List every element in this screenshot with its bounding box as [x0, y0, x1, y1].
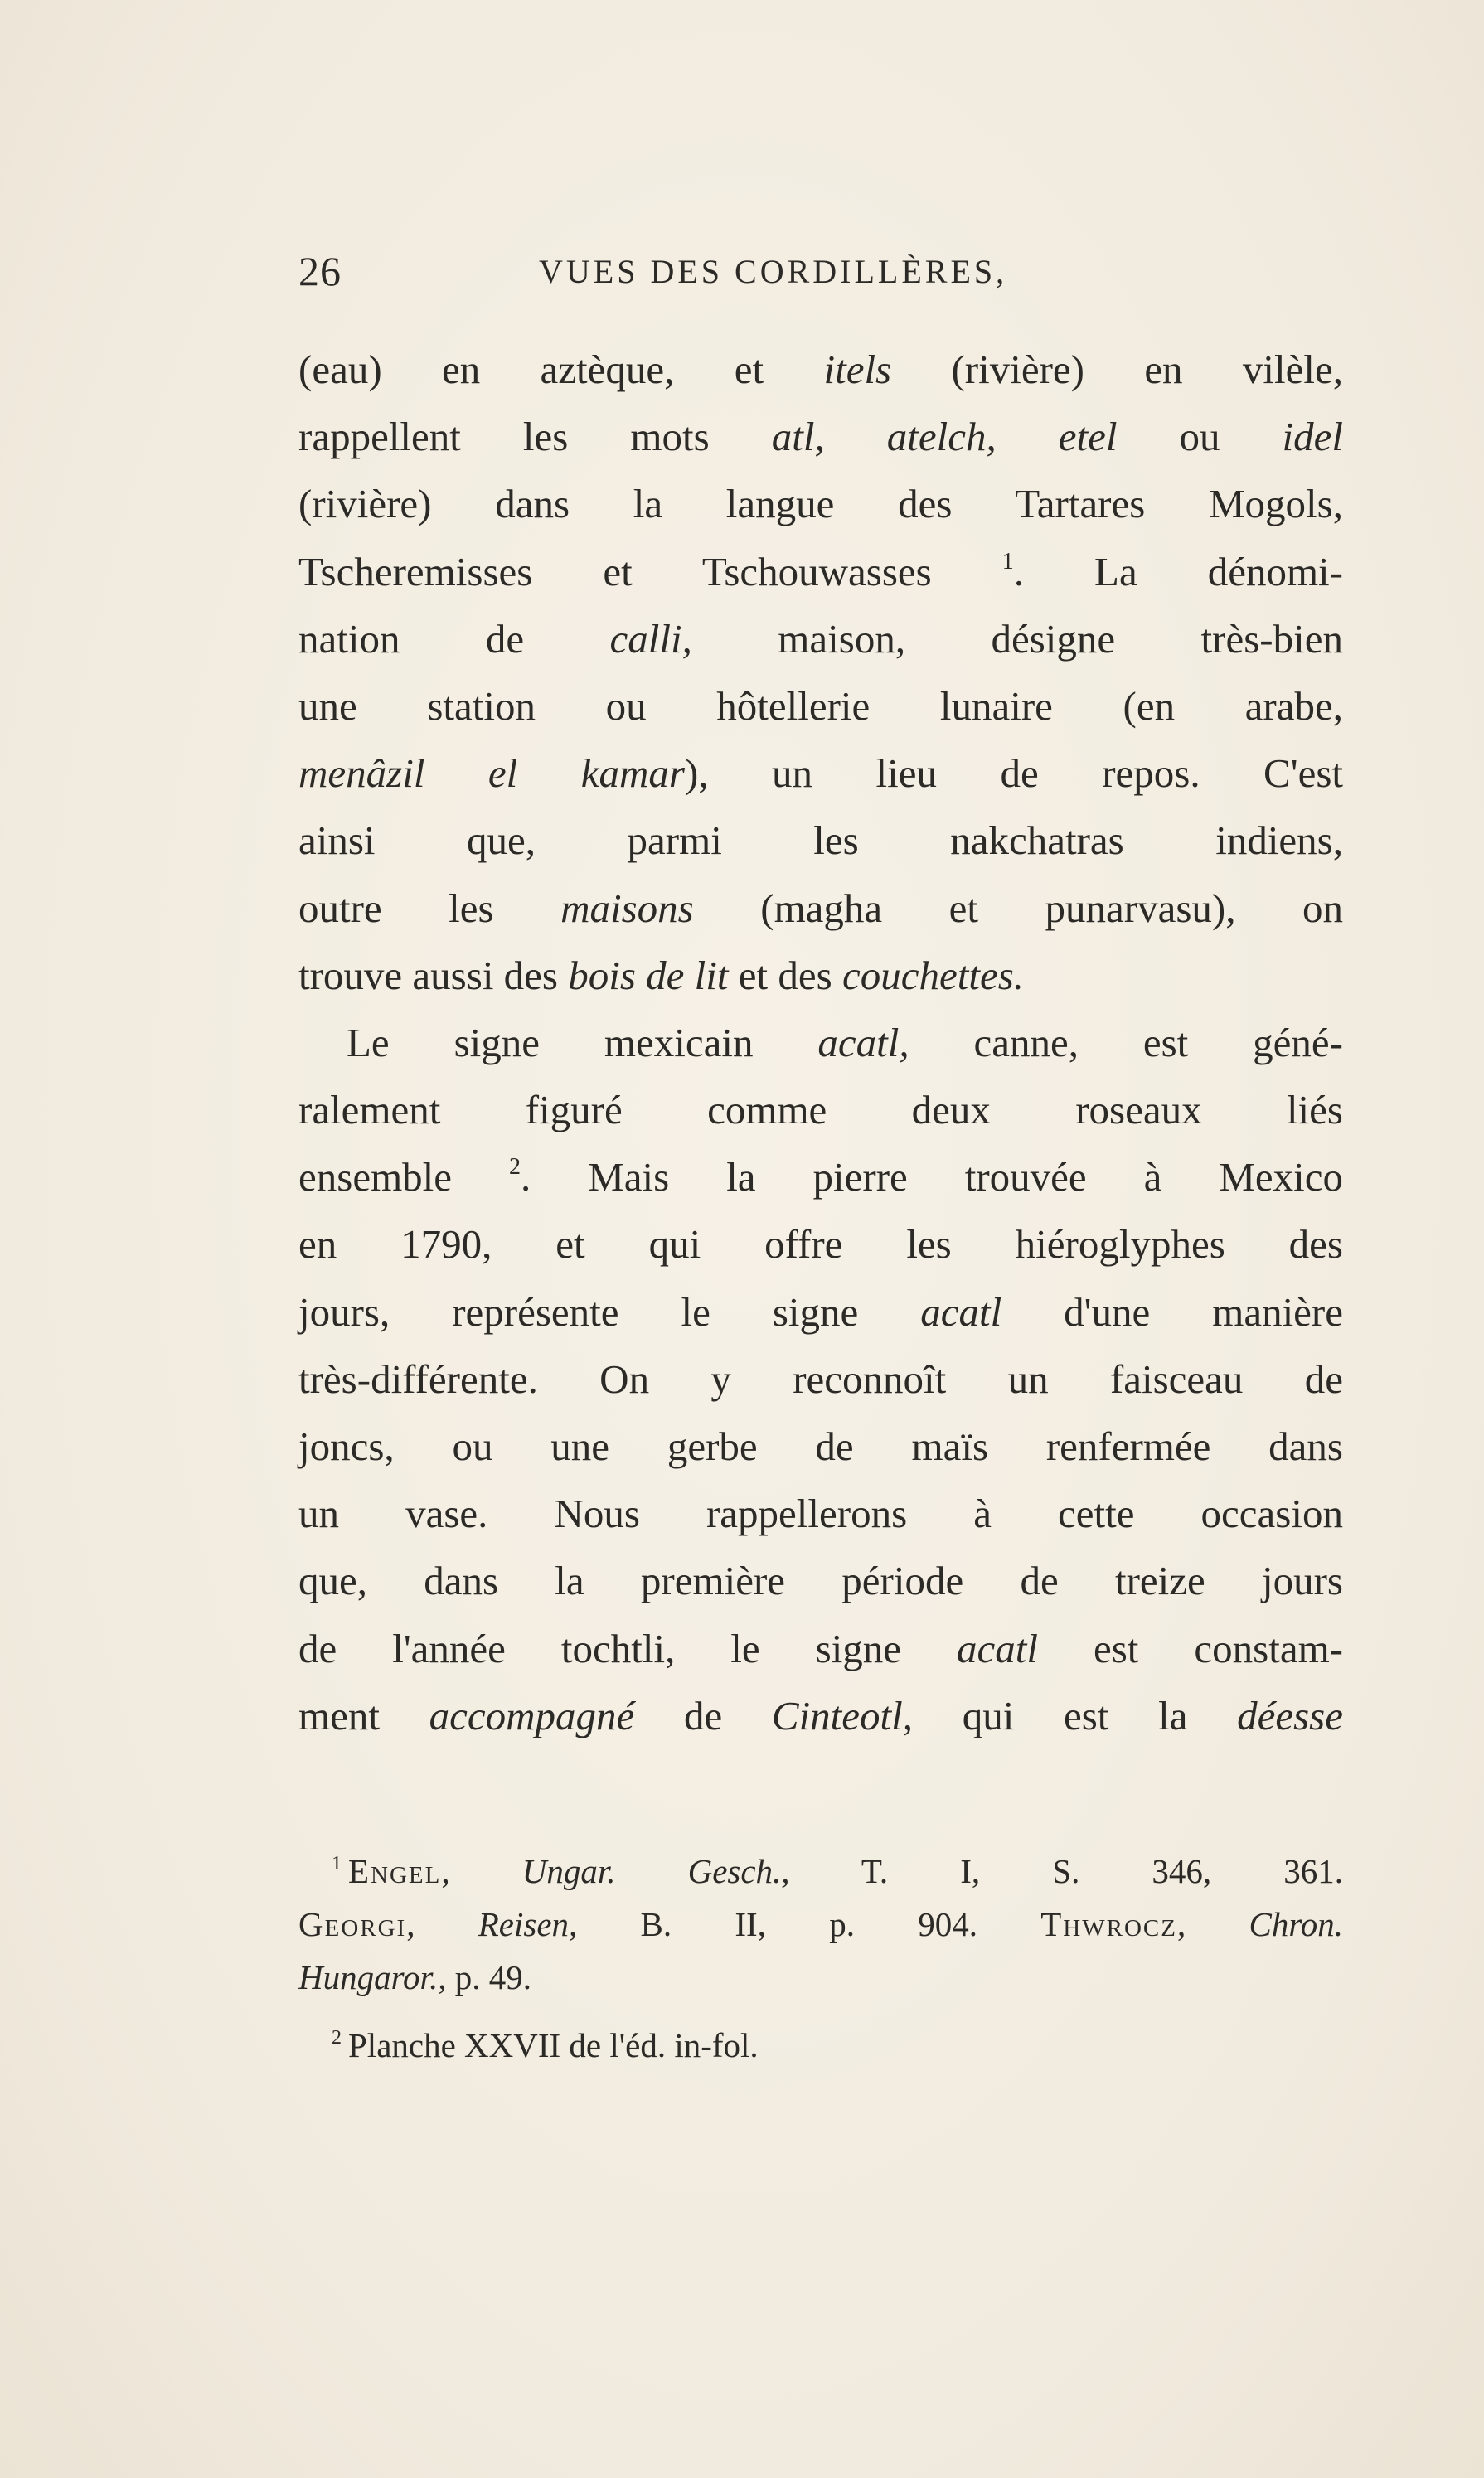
running-title: VUES DES CORDILLÈRES,: [539, 253, 1008, 290]
footnote-ref: 1: [1001, 548, 1014, 575]
text-line: trouve aussi des bois de lit et des couchettes.: [298, 952, 1025, 998]
text-line: ralement figuré comme deux roseaux liés: [298, 1087, 1343, 1133]
text-line: Le signe mexicain acatl, canne, est géné-: [347, 1019, 1343, 1065]
footnote-line: $^1$ Engel, Ungar. Gesch., T. I, S. 346, 361.: [332, 1852, 1344, 1890]
page-header: [298, 247, 1343, 305]
text-line: outre les maisons (magha et punarvasu), on: [298, 885, 1343, 931]
text-line: une station ou hôtellerie lunaire (en arabe,: [298, 682, 1343, 729]
text-line: rappellent les mots atl, atelch, etel ou idel: [298, 414, 1343, 460]
footnote-line: Georgi, Reisen, B. II, p. 904. Thwrocz, Chron.: [298, 1905, 1344, 1943]
footnotes: [298, 1845, 1343, 2072]
footnote-mark: 2: [332, 2027, 342, 2049]
text-line: Tscheremisses et Tschouwasses $^1$. La dénomi-: [298, 548, 1343, 594]
text-line: jours, représente le signe acatl d'une manière: [298, 1288, 1343, 1335]
text-line: ainsi que, parmi les nakchatras indiens,: [298, 817, 1343, 864]
page-number: 26: [298, 248, 342, 294]
footnote-line: $^2$ Planche XXVII de l'éd. in-fol.: [332, 2026, 759, 2064]
text-line: ensemble $^2$. Mais la pierre trouvée à Mexico: [298, 1154, 1344, 1200]
text-line: très-différente. On y reconnoît un faisceau de: [298, 1355, 1343, 1402]
text-line: ment accompagné de Cinteotl, qui est la déesse: [298, 1692, 1343, 1738]
footnote-ref: 2: [509, 1154, 521, 1181]
text-line: (eau) en aztèque, et itels (rivière) en vilèle,: [298, 347, 1343, 392]
footnote-line: Hungaror., p. 49.: [298, 1958, 531, 1996]
text-line: menâzil el kamar), un lieu de repos. C'est: [298, 750, 1343, 797]
main-text: [298, 336, 1343, 1749]
footnote-mark: 1: [332, 1853, 342, 1874]
text-line: (rivière) dans la langue des Tartares Mogols,: [298, 481, 1343, 527]
text-line: que, dans la première période de treize jours: [298, 1558, 1343, 1604]
text-line: joncs, ou une gerbe de maïs renfermée dans: [298, 1423, 1343, 1469]
text-line: un vase. Nous rappellerons à cette occasion: [298, 1491, 1343, 1537]
text-line: nation de calli, maison, désigne très-bien: [298, 615, 1343, 662]
footnote-2: [298, 2019, 1343, 2072]
text-line: de l'année tochtli, le signe acatl est constam-: [298, 1625, 1343, 1671]
text-line: en 1790, et qui offre les hiéroglyphes des: [298, 1221, 1343, 1268]
footnote-1: [298, 1845, 1343, 2004]
